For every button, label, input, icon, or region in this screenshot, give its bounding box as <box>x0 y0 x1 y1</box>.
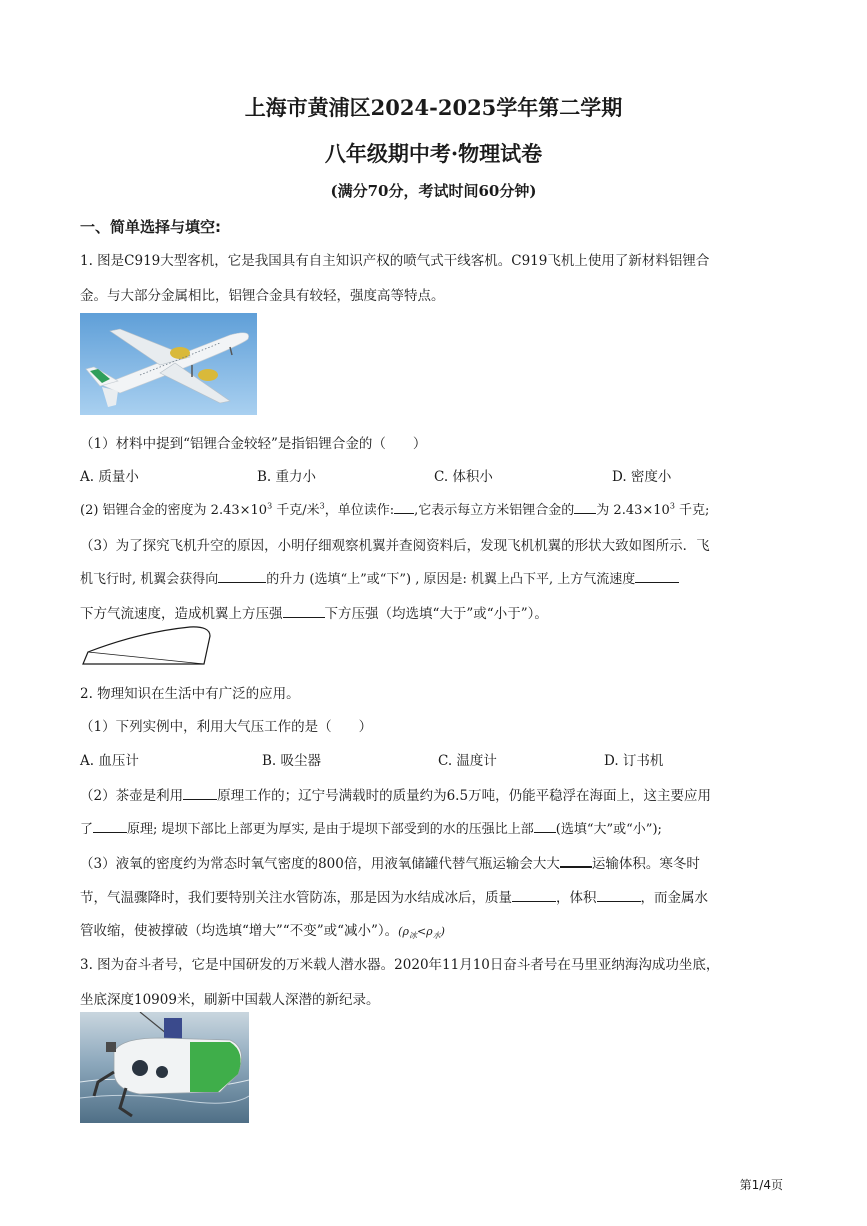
page-number: 第1/4页 <box>739 1178 783 1192</box>
q2-sub3-line1: （3）液氧的密度约为常态时氧气密度的800倍，用液氧储罐代替气瓶运输会大大 运输体积。寒冬时 <box>80 852 700 872</box>
q1-sub1: （1）材料中提到“铝锂合金较轻”是指铝锂合金的（ ） <box>80 436 427 452</box>
q1-option-c[interactable]: C. 体积小 <box>434 469 493 485</box>
q2-option-a[interactable]: A. 血压计 <box>80 753 139 769</box>
q2-sub3-line2: 节，气温骤降时，我们要特别关注水管防冻，那是因为水结成冰后，质量 ，体积 ，而金属水 <box>80 886 708 906</box>
q1-option-b[interactable]: B. 重力小 <box>257 469 317 485</box>
blank-teapot-principle[interactable] <box>183 785 217 800</box>
title-line-1: 上海市黄浦区2024-2025学年第二学期 <box>244 95 623 120</box>
fendouzhe-submersible-image <box>80 1012 249 1123</box>
exam-subtitle: (满分70分，考试时间60分钟) <box>330 182 537 200</box>
blank-meaning[interactable] <box>574 499 596 514</box>
q2-sub2-line2: 了 原理; 堤坝下部比上部更为厚实, 是由于堤坝下部受到的水的压强比上部 (选填“大”或“小”); <box>80 818 662 837</box>
blank-unit-reading[interactable] <box>394 499 414 514</box>
q2-sub3-line3: 管收缩，使被撑破（均选填“增大”“不变”或“减小”）。$(\rho_冰<\rho_水)$ <box>80 923 445 941</box>
q1-stem-line1: 1. 图是C919大型客机，它是我国具有自主知识产权的喷气式干线客机。C919飞机上使用了新材料铝锂合 <box>80 253 710 269</box>
blank-volume-change[interactable] <box>560 852 592 868</box>
q2-option-b[interactable]: B. 吸尘器 <box>262 753 322 769</box>
q1-sub3-line2: 机飞行时, 机翼会获得向 的升力 (选填“上”或“下”) , 原因是: 机翼上凸下平, 上方气流速度 <box>80 568 679 587</box>
blank-airspeed-compare[interactable] <box>635 568 679 583</box>
q2-option-d[interactable]: D. 订书机 <box>604 753 664 769</box>
q3-stem-line2: 坐底深度10909米，刷新中国载人深潜的新纪录。 <box>80 992 380 1008</box>
blank-pressure-size[interactable] <box>534 818 556 833</box>
blank-lift-direction[interactable] <box>218 568 266 583</box>
blank-volume[interactable] <box>597 887 641 902</box>
q1-sub2: (2) 铝锂合金的密度为 $2.43\times 10^3$ 千克/米$^3$，单位读作: ,它表示每立方米铝锂合金的 为 $2.43\times 10^3$ 千克; <box>80 499 709 518</box>
section-heading: 一、简单选择与填空: <box>80 218 221 236</box>
title-line-2: 八年级期中考·物理试卷 <box>324 141 543 166</box>
q1-option-a[interactable]: A. 质量小 <box>80 469 139 485</box>
blank-mass[interactable] <box>512 887 556 902</box>
q2-option-c[interactable]: C. 温度计 <box>438 753 497 769</box>
q1-stem-line2: 金。与大部分金属相比，铝锂合金具有较轻，强度高等特点。 <box>80 288 445 304</box>
c919-airplane-image <box>80 313 257 415</box>
blank-pressure-compare[interactable] <box>283 603 325 618</box>
q1-option-d[interactable]: D. 密度小 <box>612 469 672 485</box>
wing-profile-diagram <box>80 624 215 670</box>
q2-sub2-line1: （2）茶壶是利用 原理工作的；辽宁号满载时的质量约为6.5万吨，仍能平稳浮在海面上，这主要应用 <box>80 784 711 804</box>
q1-sub3-line1: （3）为了探究飞机升空的原因，小明仔细观察机翼并查阅资料后，发现飞机机翼的形状大致如图所示．飞 <box>80 538 710 554</box>
q1-sub3-line3: 下方气流速度，造成机翼上方压强 下方压强（均选填“大于”或“小于”）。 <box>80 602 548 622</box>
density-note: $(\rho_冰<\rho_水)$ <box>398 925 445 941</box>
q2-stem: 2. 物理知识在生活中有广泛的应用。 <box>80 686 300 702</box>
q2-sub1: （1）下列实例中，利用大气压工作的是（ ） <box>80 719 373 735</box>
q3-stem-line1: 3. 图为奋斗者号，它是中国研发的万米载人潜水器。2020年11月10日奋斗者号在马里亚纳海沟成功坐底， <box>80 957 720 973</box>
blank-float-principle[interactable] <box>93 818 127 833</box>
